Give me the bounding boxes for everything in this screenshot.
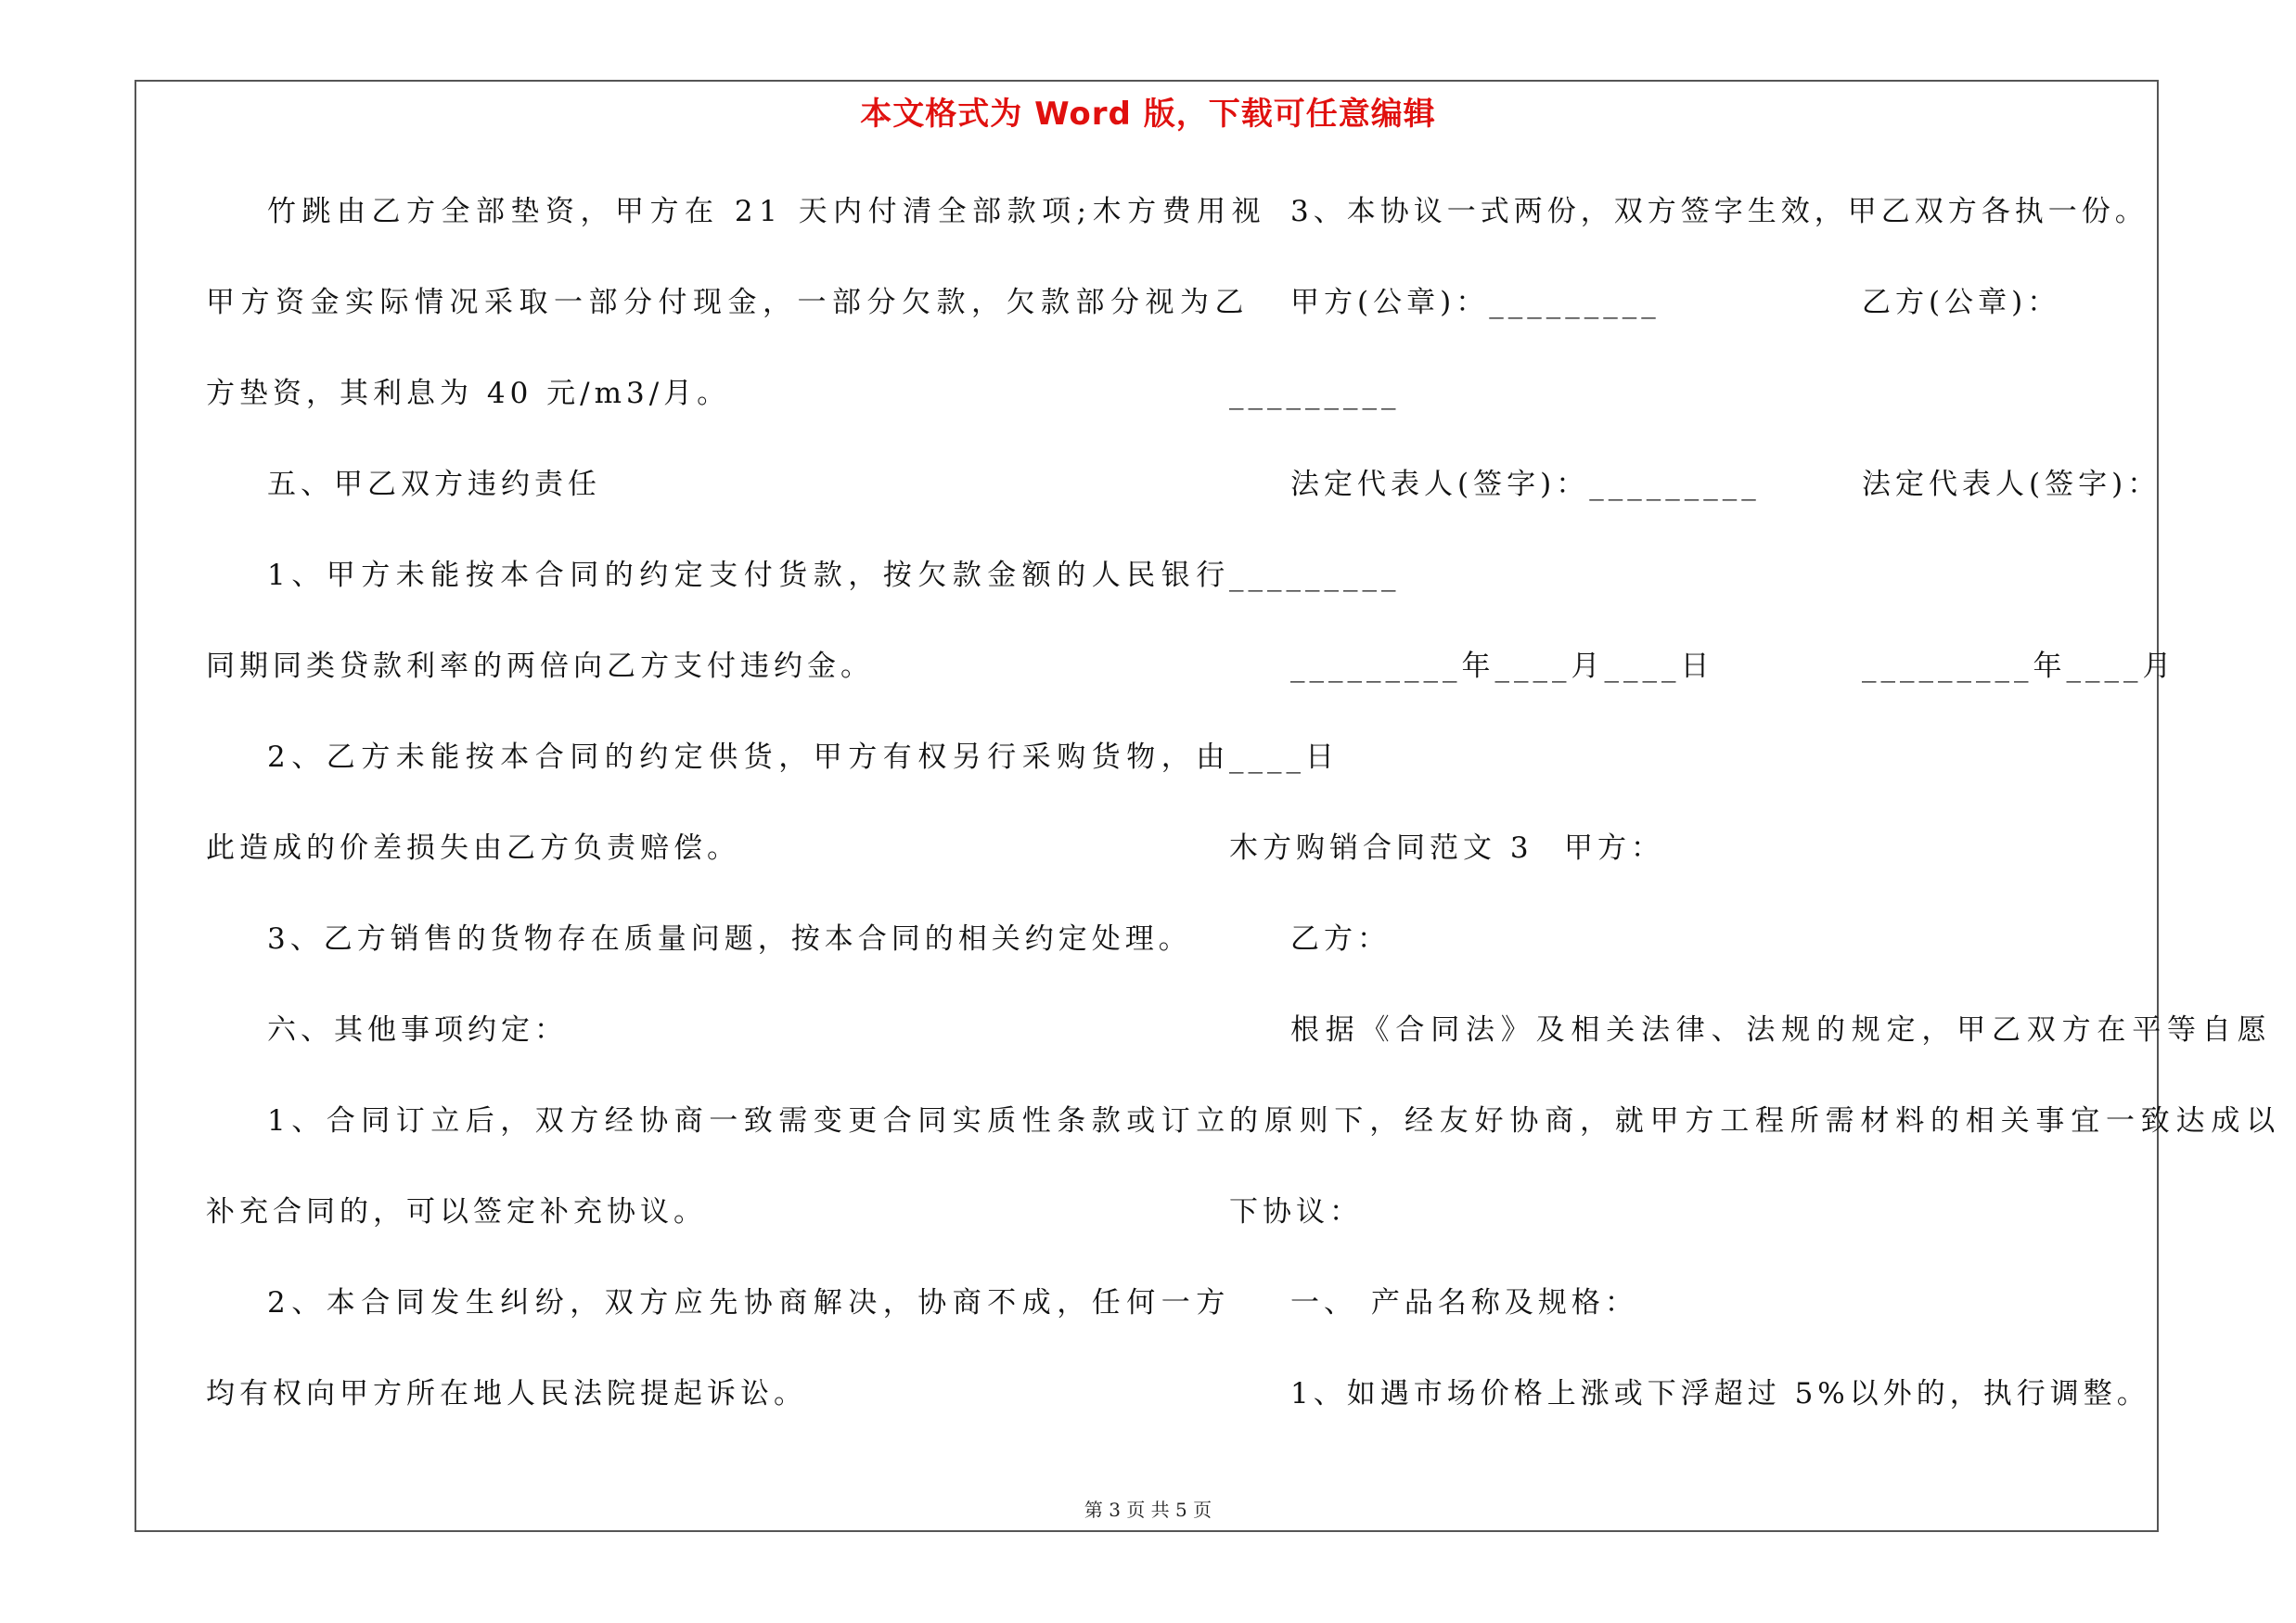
clause-1-title: 一、 产品名称及规格： xyxy=(1290,1286,1638,1320)
section-heading-other: 六、其他事项约定： xyxy=(267,1013,568,1047)
left-line-7: 2、乙方未能按本合同的约定供货，甲方有权另行采购货物，由 xyxy=(267,741,1231,774)
party-b-date: _________年____月 xyxy=(1862,650,2176,683)
party-b-representative-blank: _________ xyxy=(1229,559,1401,592)
left-line-9: 3、乙方销售的货物存在质量问题，按本合同的相关约定处理。 xyxy=(267,922,1192,956)
clause-1-item: 1、如遇市场价格上涨或下浮超过 5%以外的，执行调整。 xyxy=(1290,1377,2150,1410)
party-a-label: 甲方： xyxy=(1564,831,1664,865)
left-line-5: 1、甲方未能按本合同的约定支付货款，按欠款金额的人民银行 xyxy=(267,559,1231,592)
party-b-seal-blank: _________ xyxy=(1229,377,1401,410)
left-line-3: 方垫资，其利息为 40 元/m3/月。 xyxy=(206,377,731,410)
party-b-date-day: ____日 xyxy=(1229,741,1339,774)
contract-section-title: 木方购销合同范文 3 xyxy=(1229,831,1533,865)
party-a-date: _________年____月____日 xyxy=(1290,650,1714,683)
left-line-14: 均有权向甲方所在地人民法院提起诉讼。 xyxy=(206,1377,807,1410)
left-line-1: 竹跳由乙方全部垫资，甲方在 21 天内付清全部款项;木方费用视 xyxy=(267,195,1267,228)
page-number-footer: 第 3 页 共 5 页 xyxy=(1084,1499,1212,1521)
intro-line-3: 下协议： xyxy=(1229,1195,1363,1229)
section-heading-breach: 五、甲乙双方违约责任 xyxy=(267,468,601,501)
left-line-2: 甲方资金实际情况采取一部分付现金，一部分欠款，欠款部分视为乙 xyxy=(206,286,1250,319)
party-b-representative: 法定代表人(签字)： xyxy=(1862,468,2161,501)
party-b-label: 乙方： xyxy=(1290,922,1391,956)
left-line-11: 1、合同订立后，双方经协商一致需变更合同实质性条款或订立 xyxy=(267,1104,1231,1138)
party-b-seal: 乙方(公章)： xyxy=(1862,286,2061,319)
intro-line-1: 根据《合同法》及相关法律、法规的规定，甲乙双方在平等自愿 xyxy=(1290,1013,2273,1047)
left-line-13: 2、本合同发生纠纷，双方应先协商解决，协商不成，任何一方 xyxy=(267,1286,1231,1320)
word-format-banner: 本文格式为 Word 版，下载可任意编辑 xyxy=(860,96,1436,133)
intro-line-2: 的原则下，经友好协商，就甲方工程所需材料的相关事宜一致达成以 xyxy=(1229,1104,2281,1138)
party-a-seal: 甲方(公章)：_________ xyxy=(1290,286,1661,319)
agreement-copies-line: 3、本协议一式两份，双方签字生效，甲乙双方各执一份。 xyxy=(1290,195,2148,228)
left-line-8: 此造成的价差损失由乙方负责赔偿。 xyxy=(206,831,740,865)
left-line-12: 补充合同的，可以签定补充协议。 xyxy=(206,1195,707,1229)
party-a-representative: 法定代表人(签字)：_________ xyxy=(1290,468,1761,501)
left-line-6: 同期同类贷款利率的两倍向乙方支付违约金。 xyxy=(206,650,874,683)
